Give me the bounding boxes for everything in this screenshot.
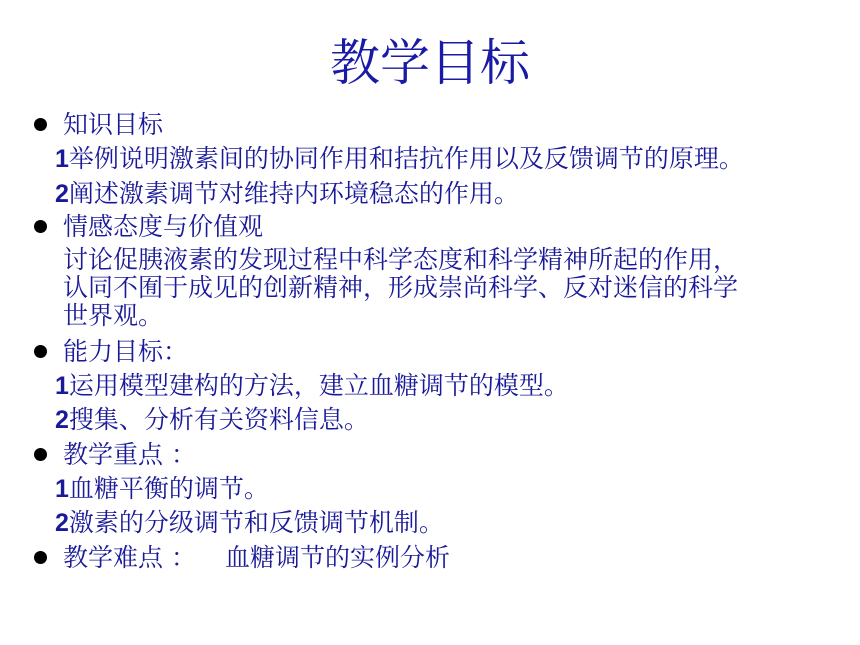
key-point-item-1 xyxy=(55,475,269,503)
item-number: 1 xyxy=(55,372,69,400)
difficulty-text: 血糖调节的实例分析 xyxy=(225,543,451,572)
ability-item-1 xyxy=(55,372,569,400)
item-number: 2 xyxy=(55,180,69,208)
item-text: 血糖平衡的调节。 xyxy=(68,474,269,503)
slide-title: 教学目标 xyxy=(330,34,530,92)
knowledge-item-1 xyxy=(55,145,744,173)
bullet-icon xyxy=(34,551,47,564)
section-heading-key-points: 教学重点 ： xyxy=(63,440,196,469)
item-text: 搜集、分析有关资料信息。 xyxy=(68,405,369,434)
bullet-icon xyxy=(34,220,47,233)
paragraph-line: 讨论促胰液素的发现过程中科学态度和科学精神所起的作用， xyxy=(63,245,739,274)
bullet-icon xyxy=(34,448,47,461)
item-text: 运用模型建构的方法，建立血糖调节的模型。 xyxy=(68,371,569,400)
item-text: 激素的分级调节和反馈调节机制。 xyxy=(68,508,444,537)
item-text: 举例说明激素间的协同作用和拮抗作用以及反馈调节的原理。 xyxy=(68,144,744,173)
section-heading-emotion: 情感态度与价值观 xyxy=(63,212,264,241)
section-heading-ability: 能力目标： xyxy=(63,337,189,366)
knowledge-item-2 xyxy=(55,180,519,208)
section-heading-difficulty: 教学难点 ： xyxy=(63,543,196,572)
ability-item-2 xyxy=(55,406,369,434)
emotion-paragraph xyxy=(63,246,843,330)
item-number: 1 xyxy=(55,145,69,173)
item-text: 阐述激素调节对维持内环境稳态的作用。 xyxy=(68,179,519,208)
paragraph-line: 世界观。 xyxy=(63,301,164,330)
bullet-icon xyxy=(34,118,47,131)
item-number: 1 xyxy=(55,475,69,503)
item-number: 2 xyxy=(55,509,69,537)
key-point-item-2 xyxy=(55,509,444,537)
bullet-icon xyxy=(34,345,47,358)
paragraph-line: 认同不囿于成见的创新精神，形成崇尚科学、反对迷信的科学 xyxy=(63,273,739,302)
section-heading-knowledge: 知识目标 xyxy=(63,110,164,139)
item-number: 2 xyxy=(55,406,69,434)
